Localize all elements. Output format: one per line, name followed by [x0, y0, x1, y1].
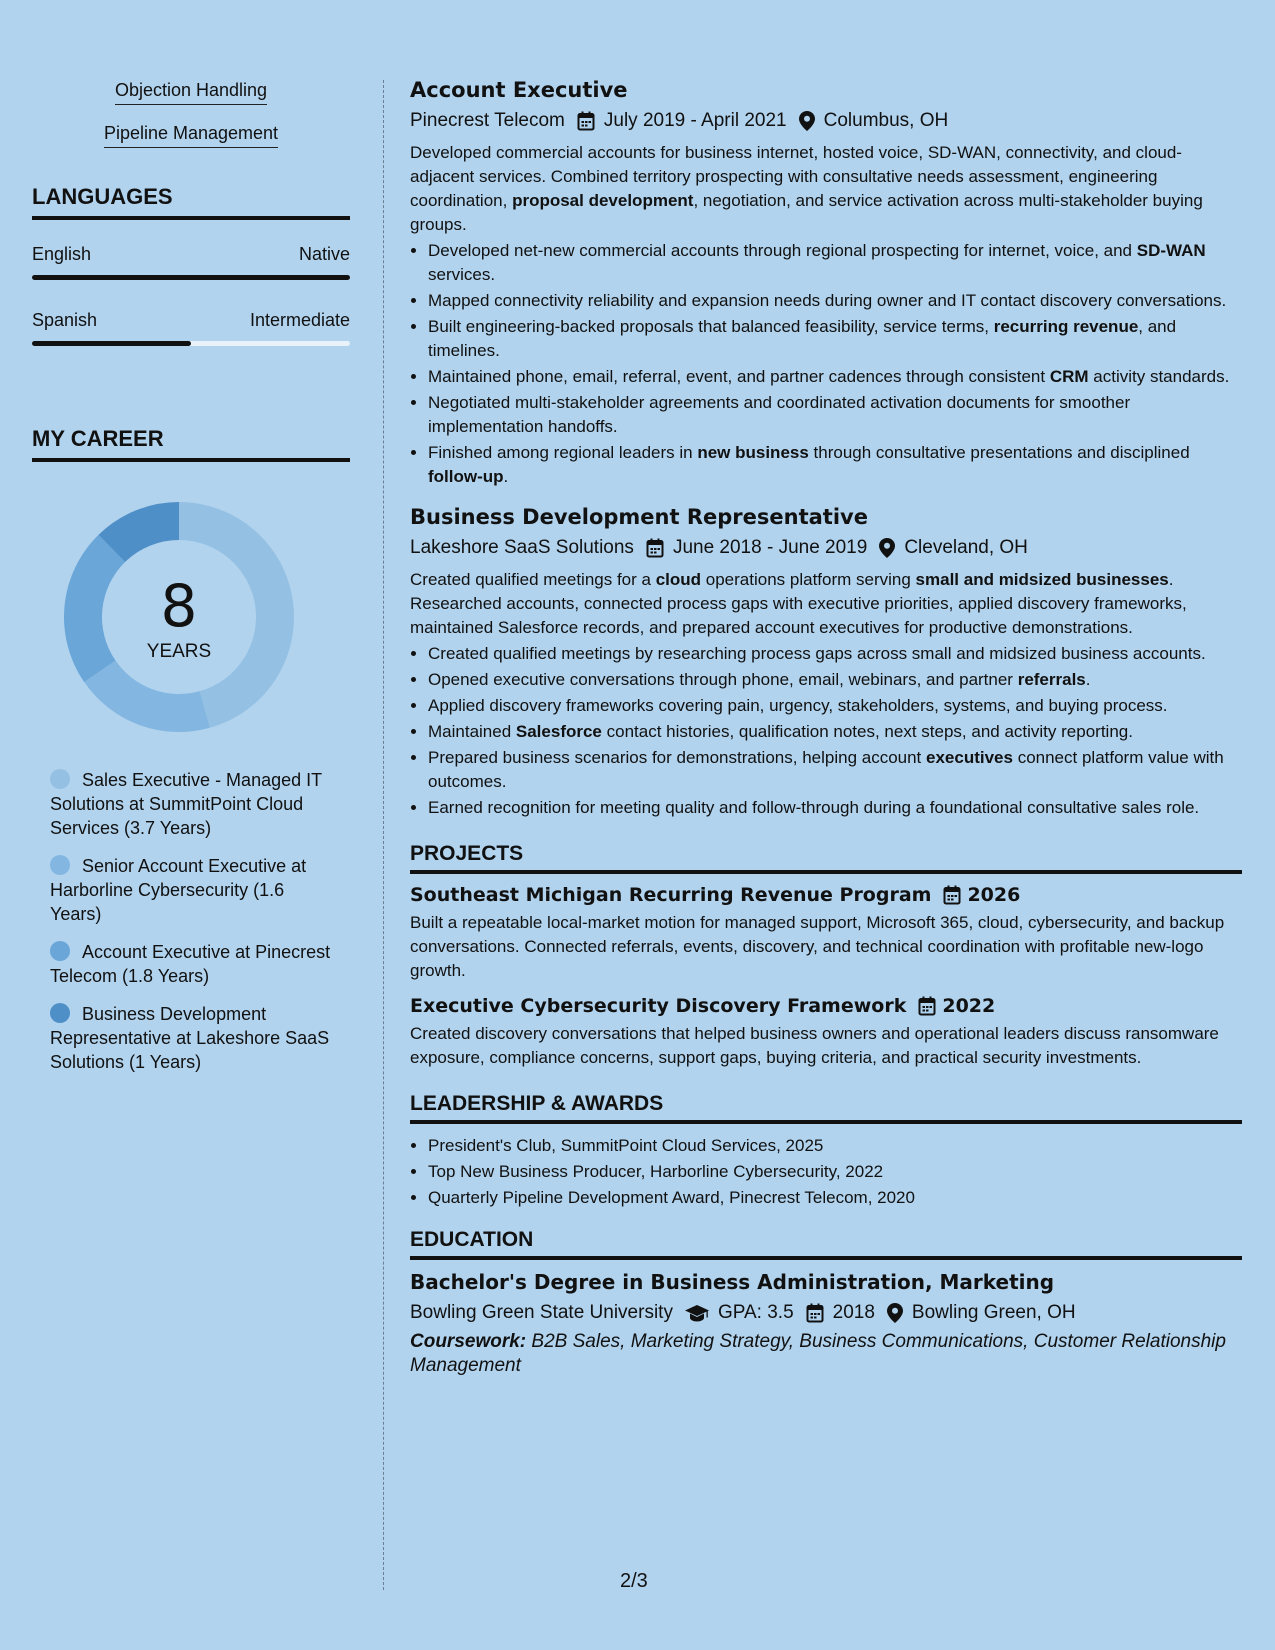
education-heading: EDUCATION: [410, 1228, 1242, 1260]
education-section: [410, 1228, 1242, 1378]
calendar-icon: [806, 1303, 824, 1323]
calendar-icon: [577, 111, 595, 131]
job-bullet: • Finished among regional leaders in new business through consultative presentations and disciplined follow-up.: [428, 441, 1242, 489]
job-bullet: • Built engineering-backed proposals that balanced feasibility, service terms, recurring revenue, and timelines.: [428, 315, 1242, 363]
job-company: Pinecrest Telecom: [410, 110, 565, 131]
calendar-icon: [943, 885, 961, 905]
job-bullet: • Mapped connectivity reliability and expansion needs during owner and IT contact discovery conversations.: [428, 289, 1242, 313]
job-bullet: • Negotiated multi-stakeholder agreements and coordinated activation documents for smoother implementation handoffs.: [428, 391, 1242, 439]
language-name: Spanish: [32, 310, 98, 330]
job-title: Account Executive: [410, 78, 628, 102]
page-number: 2/3: [620, 1570, 648, 1592]
projects-section: [410, 842, 1242, 1070]
awards-section: [410, 1092, 1242, 1210]
degree-title: Bachelor's Degree in Business Administration, Marketing: [410, 1270, 1055, 1294]
legend-dot-icon: [50, 769, 70, 789]
job-bullet: • Maintained Salesforce contact histories, qualification notes, next steps, and activity reporting.: [428, 720, 1242, 744]
school-name: Bowling Green State University: [410, 1302, 673, 1323]
job-bullet: • Opened executive conversations through phone, email, webinars, and partner referrals.: [428, 668, 1242, 692]
coursework-label: Coursework:: [410, 1331, 527, 1352]
career-legend: [50, 768, 340, 1074]
sidebar: [32, 80, 350, 1088]
job-bullet: • Maintained phone, email, referral, event, and partner cadences through consistent CRM activity standards.: [428, 365, 1242, 389]
job-bullets: [410, 239, 1242, 489]
job-bullet: • Earned recognition for meeting quality and follow-through during a foundational consultative sales role.: [428, 796, 1242, 820]
language-item: [32, 244, 350, 280]
languages-heading: LANGUAGES: [32, 184, 350, 220]
job-meta: [410, 537, 1242, 559]
career-legend-item: Business Development Representative at Lakeshore SaaS Solutions (1 Years): [50, 1004, 330, 1072]
languages-section: [32, 184, 350, 346]
language-proficiency-fill: [32, 341, 191, 346]
award-item: • Quarterly Pipeline Development Award, Pinecrest Telecom, 2020: [428, 1186, 1242, 1210]
career-years-label: YEARS: [146, 641, 212, 662]
coursework: [410, 1330, 1242, 1378]
job-company: Lakeshore SaaS Solutions: [410, 537, 634, 558]
career-heading: MY CAREER: [32, 426, 350, 462]
job-description: Developed commercial accounts for business internet, hosted voice, SD-WAN, connectivity, and cloud-adjacent services. Combined territory prospecting with consultative needs assessment, engineering coordination, proposal development, negotiation, and service activation across multi-stakeholder buying groups.: [410, 143, 1203, 234]
language-level: Native: [298, 244, 350, 264]
location-pin-icon: [879, 538, 895, 558]
award-item: • President's Club, SummitPoint Cloud Services, 2025: [428, 1134, 1242, 1158]
job-bullets: [410, 642, 1242, 820]
job-entry: [410, 78, 1242, 489]
job-bullet: • Prepared business scenarios for demonstrations, helping account executives connect platform value with outcomes.: [428, 746, 1242, 794]
job-description: Created qualified meetings for a cloud operations platform serving small and midsized businesses. Researched accounts, connected process gaps with executive priorities, applied discovery frameworks, maintained Salesforce records, and prepared account executives for productive demonstrations.: [410, 570, 1187, 637]
skill-item: Objection Handling: [32, 80, 350, 105]
career-total-years: 8: [160, 572, 198, 640]
calendar-icon: [646, 538, 664, 558]
career-section: [32, 426, 350, 1074]
job-dates: June 2018 - June 2019: [672, 537, 868, 558]
job-bullet: • Developed net-new commercial accounts through regional prospecting for internet, voice, and SD-WAN services.: [428, 239, 1242, 287]
language-proficiency-fill: [32, 275, 350, 280]
projects-heading: PROJECTS: [410, 842, 1242, 874]
career-donut-chart: [64, 502, 294, 732]
project-description: Created discovery conversations that helped business owners and operational leaders discuss ransomware exposure, compliance concerns, support gaps, buying criteria, and practical security investments.: [410, 1024, 1219, 1067]
language-level: Intermediate: [249, 310, 350, 330]
location-pin-icon: [799, 111, 815, 131]
awards-heading: LEADERSHIP & AWARDS: [410, 1092, 1242, 1124]
job-title: Business Development Representative: [410, 505, 868, 529]
calendar-icon: [918, 996, 936, 1016]
language-name: English: [32, 244, 92, 264]
job-bullet: • Applied discovery frameworks covering pain, urgency, stakeholders, systems, and buying process.: [428, 694, 1242, 718]
language-proficiency-bar: [32, 341, 350, 346]
gpa: GPA: 3.5: [717, 1302, 794, 1323]
main-content: [410, 78, 1242, 1378]
project-entry: [410, 995, 1242, 1070]
career-legend-item: Account Executive at Pinecrest Telecom (1.8 Years): [50, 942, 331, 986]
job-location: Cleveland, OH: [904, 537, 1028, 558]
career-legend-item: Senior Account Executive at Harborline Cybersecurity (1.6 Years): [50, 856, 307, 924]
legend-dot-icon: [50, 1003, 70, 1023]
column-divider: [383, 80, 384, 1590]
job-bullet: • Created qualified meetings by researching process gaps across small and midsized business accounts.: [428, 642, 1242, 666]
skill-item: Pipeline Management: [32, 123, 350, 148]
language-item: [32, 310, 350, 346]
job-dates: July 2019 - April 2021: [603, 110, 787, 131]
education-meta: [410, 1302, 1242, 1324]
award-item: • Top New Business Producer, Harborline Cybersecurity, 2022: [428, 1160, 1242, 1184]
project-description: Built a repeatable local-market motion for managed support, Microsoft 365, cloud, cybersecurity, and backup conversations. Connected referrals, events, discovery, and technical coordination with profitable new-logo growth.: [410, 913, 1225, 980]
graduation-year: 2018: [832, 1302, 875, 1323]
project-entry: [410, 884, 1242, 983]
legend-dot-icon: [50, 941, 70, 961]
project-year: 2022: [942, 995, 996, 1017]
graduation-cap-icon: [685, 1304, 709, 1322]
awards-list: [410, 1134, 1242, 1210]
location-pin-icon: [887, 1303, 903, 1323]
school-location: Bowling Green, OH: [911, 1302, 1076, 1323]
job-location: Columbus, OH: [823, 110, 949, 131]
project-year: 2026: [967, 884, 1021, 906]
project-title: Executive Cybersecurity Discovery Framework: [410, 995, 907, 1017]
career-legend-item: Sales Executive - Managed IT Solutions at SummitPoint Cloud Services (3.7 Years): [50, 770, 322, 838]
job-entry: [410, 505, 1242, 820]
coursework-text: B2B Sales, Marketing Strategy, Business Communications, Customer Relationship Management: [410, 1331, 1226, 1376]
legend-dot-icon: [50, 855, 70, 875]
project-title: Southeast Michigan Recurring Revenue Program: [410, 884, 932, 906]
job-meta: [410, 110, 1242, 132]
language-proficiency-bar: [32, 275, 350, 280]
